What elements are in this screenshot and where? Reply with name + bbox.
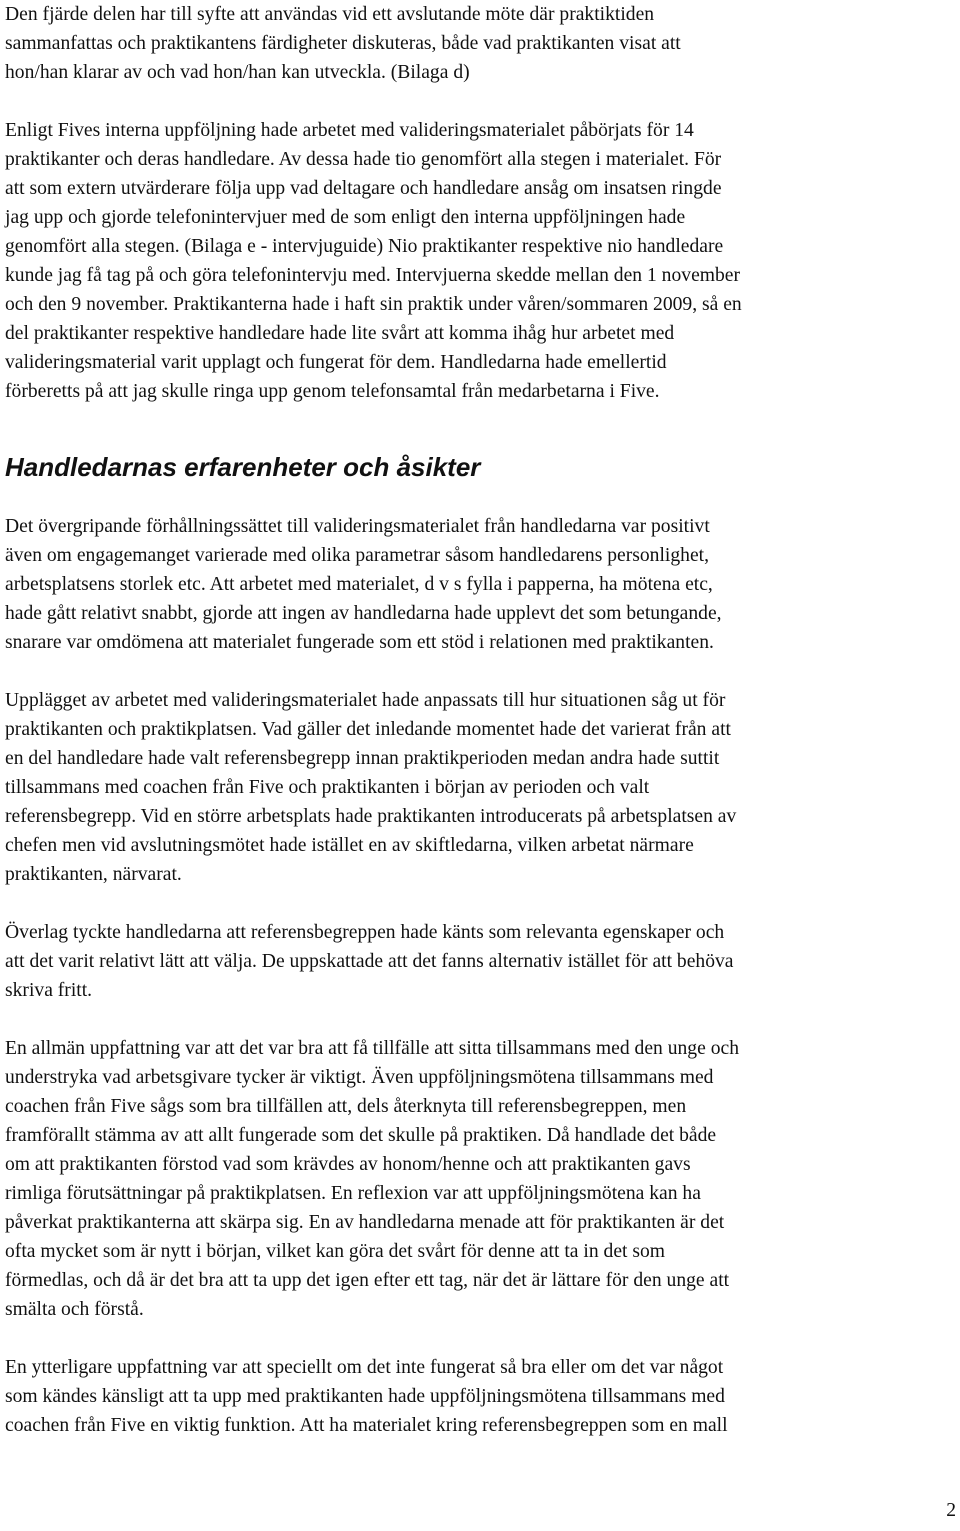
text-line: som kändes känsligt att ta upp med praktikanten hade uppföljningsmötena tillsammans med [5,1386,725,1407]
text-line: praktikanten, närvarat. [5,864,182,885]
text-line: understryka vad arbetsgivare tycker är viktigt. Även uppföljningsmötena tillsammans med [5,1067,714,1088]
text-line: att det varit relativt lätt att välja. De uppskattade att det fanns alternativ istället för att behöva [5,951,734,972]
text-line: smälta och förstå. [5,1299,144,1320]
section-paragraph-5 [5,1353,955,1440]
text-line: sammanfattas och praktikantens färdigheter diskuteras, både vad praktikanten visat att [5,33,681,54]
text-line: tillsammans med coachen från Five och praktikanten i början av perioden och valt [5,777,650,798]
text-line: hon/han klarar av och vad hon/han kan utveckla. (Bilaga d) [5,62,470,83]
text-line: en del handledare hade valt referensbegrepp innan praktikperioden medan andra hade suttit [5,748,720,769]
text-line: Överlag tyckte handledarna att referensbegreppen hade känts som relevanta egenskaper och [5,922,725,943]
text-line: Upplägget av arbetet med valideringsmaterialet hade anpassats till hur situationen såg ut för [5,690,726,711]
document-page [5,0,955,1440]
followup-paragraph [5,116,955,406]
text-line: En ytterligare uppfattning var att speciellt om det inte fungerat så bra eller om det var något [5,1357,724,1378]
text-line: om att praktikanten förstod vad som krävdes av honom/henne och att praktikanten gavs [5,1154,691,1175]
text-line: referensbegrepp. Vid en större arbetsplats hade praktikanten introducerats på arbetsplatsen av [5,806,737,827]
text-line: En allmän uppfattning var att det var bra att få tillfälle att sitta tillsammans med den unge och [5,1038,739,1059]
text-line: chefen men vid avslutningsmötet hade istället en av skiftledarna, vilken arbetat närmare [5,835,694,856]
text-line: Enligt Fives interna uppföljning hade arbetet med valideringsmaterialet påbörjats för 14 [5,120,694,141]
text-line: praktikanter och deras handledare. Av dessa hade tio genomfört alla stegen i materialet. För [5,149,722,170]
text-line: att som extern utvärderare följa upp vad deltagare och handledare ansåg om insatsen ringde [5,178,722,199]
section-paragraph-3 [5,918,955,1005]
section-paragraph-2 [5,686,955,889]
text-line: praktikanten och praktikplatsen. Vad gäller det inledande momentet hade det varierat från att [5,719,731,740]
text-line: valideringsmaterial varit upplagt och fungerat för dem. Handledarna hade emellertid [5,352,667,373]
section-heading: Handledarnas erfarenheter och åsikter [5,452,481,482]
text-line: förmedlas, och då är det bra att ta upp det igen efter ett tag, när det är lättare för den unge att [5,1270,730,1291]
text-line: och den 9 november. Praktikanterna hade i haft sin praktik under våren/sommaren 2009, så en [5,294,742,315]
text-line: påverkat praktikanterna att skärpa sig. En av handledarna menade att för praktikanten är det [5,1212,725,1233]
text-line: hade gått relativt snabbt, gjorde att ingen av handledarna hade upplevt det som betungande, [5,603,722,624]
text-line: snarare var omdömena att materialet fungerade som ett stöd i relationen med praktikanten. [5,632,714,653]
page-number: 2 [946,1500,956,1521]
section-paragraph-1 [5,512,955,657]
text-line: arbetsplatsens storlek etc. Att arbetet med materialet, d v s fylla i papperna, ha mötena etc, [5,574,713,595]
intro-paragraph [5,0,955,87]
text-line: förberetts på att jag skulle ringa upp genom telefonsamtal från medarbetarna i Five. [5,381,660,402]
text-line: skriva fritt. [5,980,93,1001]
text-line: coachen från Five en viktig funktion. Att ha materialet kring referensbegreppen som en mall [5,1415,728,1436]
text-line: Det övergripande förhållningssättet till valideringsmaterialet från handledarna var positivt [5,516,710,537]
text-line: genomfört alla stegen. (Bilaga e - intervjuguide) Nio praktikanter respektive nio handledare [5,236,724,257]
text-line: del praktikanter respektive handledare hade lite svårt att komma ihåg hur arbetet med [5,323,675,344]
text-line: framförallt stämma av att allt fungerade som det skulle på praktiken. Då handlade det både [5,1125,717,1146]
text-line: rimliga förutsättningar på praktikplatsen. En reflexion var att uppföljningsmötena kan ha [5,1183,701,1204]
text-line: jag upp och gjorde telefonintervjuer med de som enligt den interna uppföljningen hade [5,207,686,228]
text-line: ofta mycket som är nytt i början, vilket kan göra det svårt för denne att ta in det som [5,1241,666,1262]
text-line: Den fjärde delen har till syfte att användas vid ett avslutande möte där praktiktiden [5,4,655,25]
text-line: kunde jag få tag på och göra telefonintervju med. Intervjuerna skedde mellan den 1 november [5,265,741,286]
section-paragraph-4 [5,1034,955,1324]
text-line: coachen från Five sågs som bra tillfällen att, dels återknyta till referensbegreppen, men [5,1096,687,1117]
text-line: även om engagemanget varierade med olika parametrar såsom handledarens personlighet, [5,545,709,566]
